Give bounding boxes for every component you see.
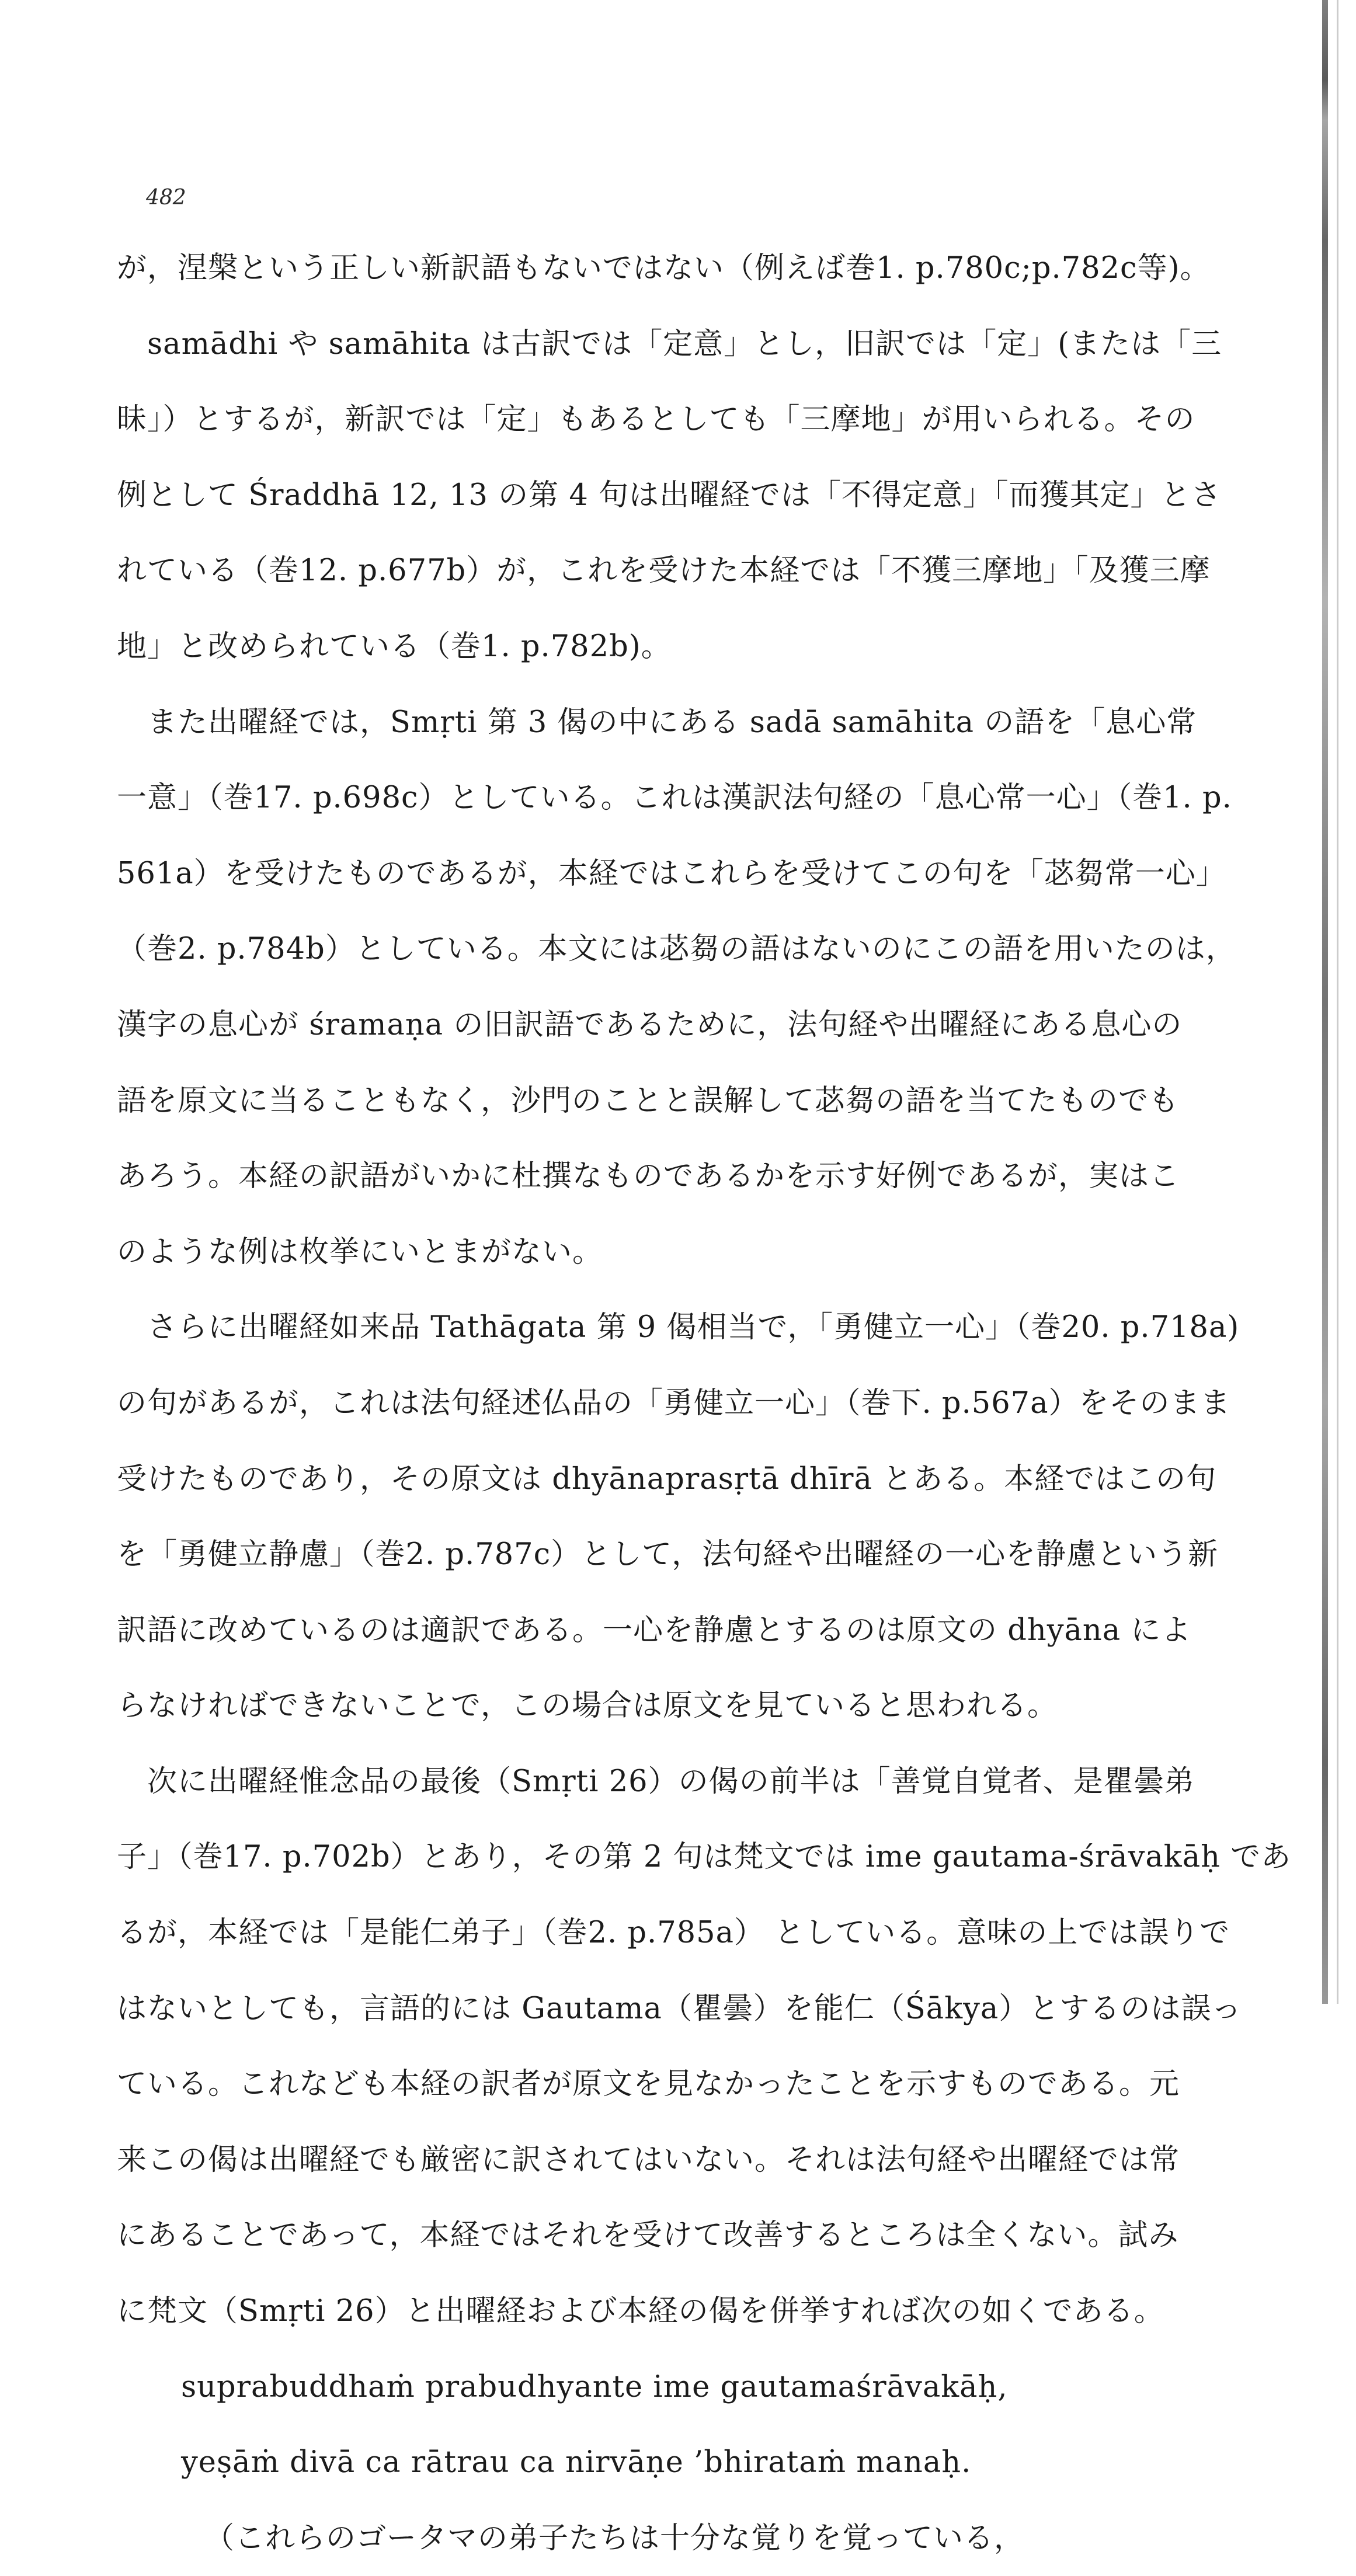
text-line: 子」（巻17. p.702b）とあり，その第 2 句は梵文では ime gautama-śrāvakāḥ であ (117, 1840, 1292, 1875)
text-line: 語を原文に当ることもなく，沙門のことと誤解して苾芻の語を当てたものでも (117, 1083, 1179, 1118)
text-line: 訳語に改めているのは適訳である。一心を静慮とするのは原文の dhyāna によ (117, 1613, 1192, 1648)
text-line: るが，本経では「是能仁弟子」（巻2. p.785a） としている。意味の上では誤りで (117, 1916, 1230, 1951)
verse-line: yeṣāṁ divā ca rātrau ca nirvāṇe ’bhirataṁ manaḥ. (181, 2445, 972, 2480)
page-number: 482 (146, 186, 186, 210)
text-line: 地」と改められている（巻1. p.782b)。 (117, 629, 672, 664)
text-line: ている。これなども本経の訳者が原文を見なかったことを示すものである。元 (117, 2067, 1180, 2102)
text-line: にあることであって，本経ではそれを受けて改善するところは全くない。試み (117, 2218, 1179, 2253)
text-line: はないとしても，言語的には Gautama（瞿曇）を能仁（Śākya）とするのは誤っ (117, 1991, 1242, 2026)
text-line: あろう。本経の訳語がいかに杜撰なものであるかを示す好例であるが，実はこ (117, 1159, 1180, 1194)
text-line: のような例は枚挙にいとまがない。 (117, 1234, 603, 1269)
text-line: 例として Śraddhā 12, 13 の第 4 句は出曜経では「不得定意」「而獲其定」とさ (117, 478, 1222, 513)
scan-edge-shadow (1322, 0, 1328, 2004)
text-line: れている（巻12. p.677b）が，これを受けた本経では「不獲三摩地」「及獲三摩 (117, 554, 1211, 589)
translation-line: （これらのゴータマの弟子たちは十分な覚りを覚っている， (204, 2521, 1025, 2556)
text-line: 561a）を受けたものであるが，本経ではこれらを受けてこの句を「苾芻常一心」 (117, 856, 1226, 891)
verse-line: suprabuddhaṁ prabudhyante ime gautamaśrāvakāḥ, (181, 2369, 1008, 2404)
text-line: 一意」（巻17. p.698c）としている。これは漢訳法句経の「息心常一心」（巻1. p. (117, 781, 1232, 816)
text-line: が，涅槃という正しい新訳語もないではない（例えば巻1. p.780c;p.782c等)。 (117, 251, 1211, 286)
text-line: また出曜経では，Smṛti 第 3 偈の中にある sadā samāhita の語を「息心常 (147, 705, 1197, 740)
text-line: の句があるが，これは法句経述仏品の「勇健立一心」（巻下. p.567a）をそのまま (117, 1386, 1231, 1421)
text-line: に梵文（Smṛti 26）と出曜経および本経の偈を併挙すれば次の如くである。 (117, 2294, 1164, 2329)
text-line: 昧」）とするが，新訳では「定」もあるとしても「三摩地」が用いられる。その (117, 402, 1195, 437)
text-line: さらに出曜経如来品 Tathāgata 第 9 偈相当で，「勇健立一心」（巻20. p.718a) (147, 1310, 1240, 1345)
text-line: 次に出曜経惟念品の最後（Smṛti 26）の偈の前半は「善覚自覚者、是瞿曇弟 (147, 1764, 1195, 1799)
text-line: samādhi や samāhita は古訳では「定意」とし，旧訳では「定」(または「三 (147, 326, 1222, 361)
text-line: らなければできないことで，この場合は原文を見ていると思われる。 (117, 1689, 1058, 1724)
text-line: 漢字の息心が śramaṇa の旧訳語であるために，法句経や出曜経にある息心の (117, 1007, 1183, 1042)
text-line: 来この偈は出曜経でも厳密に訳されてはいない。それは法句経や出曜経では常 (117, 2142, 1180, 2177)
text-line: 受けたものであり，その原文は dhyānaprasṛtā dhīrā とある。本経ではこの句 (117, 1461, 1217, 1496)
text-line: を「勇健立静慮」（巻2. p.787c）として，法句経や出曜経の一心を静慮という新 (117, 1537, 1219, 1572)
scan-edge-line (1337, 0, 1338, 2004)
text-line: （巻2. p.784b）としている。本文には苾芻の語はないのにこの語を用いたのは， (117, 932, 1236, 967)
body-text (117, 231, 1292, 2576)
